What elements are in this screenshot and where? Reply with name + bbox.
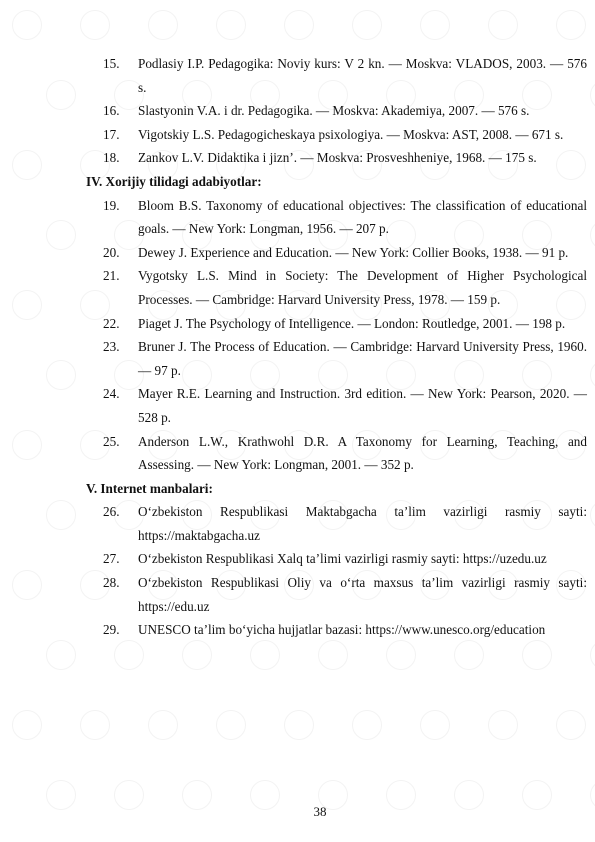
- reference-number: 29.: [103, 622, 120, 638]
- reference-number: 23.: [103, 339, 120, 355]
- reference-number: 19.: [103, 197, 120, 213]
- reference-text: Slastyonin V.A. i dr. Pedagogika. — Moskva: Akademiya, 2007. — 576 s.: [138, 103, 530, 119]
- reference-number: 16.: [103, 103, 120, 119]
- reference-text: Podlasiy I.P. Pedagogika: Noviy kurs: V 2 kn. — Moskva: VLADOS, 2003. — 576 s.: [138, 56, 587, 95]
- section-heading-internet-sources: V. Internet manbalari:: [86, 480, 213, 496]
- reference-text: O‘zbekiston Respublikasi Xalq ta’limi vazirligi rasmiy sayti: https://uzedu.uz: [138, 551, 547, 567]
- reference-item: [103, 430, 587, 477]
- reference-number: 28.: [103, 575, 120, 591]
- section-heading-foreign-literature: IV. Xorijiy tilidagi adabiyotlar:: [86, 173, 262, 189]
- reference-number: 15.: [103, 56, 120, 71]
- reference-text: Vigotskiy L.S. Pedagogicheskaya psixologiya. — Moskva: AST, 2008. — 671 s.: [138, 126, 564, 142]
- reference-item: [103, 194, 587, 241]
- reference-item: [103, 618, 587, 642]
- reference-item: [103, 99, 587, 123]
- reference-text: Dewey J. Experience and Education. — New York: Collier Books, 1938. — 91 p.: [138, 244, 569, 260]
- reference-number: 27.: [103, 551, 120, 567]
- reference-item: [103, 241, 587, 265]
- reference-item: [103, 500, 587, 547]
- reference-number: 20.: [103, 244, 120, 260]
- reference-item: [103, 312, 587, 336]
- reference-number: 26.: [103, 504, 120, 520]
- reference-item: [103, 382, 587, 429]
- reference-number: 25.: [103, 433, 120, 449]
- reference-number: 22.: [103, 315, 120, 331]
- reference-number: 24.: [103, 386, 120, 402]
- reference-text: Bloom B.S. Taxonomy of educational objectives: The classification of educational goals. — New York: Longman, 1956. — 207 p.: [138, 197, 587, 237]
- reference-item: [103, 571, 587, 618]
- reference-text: UNESCO ta’lim bo‘yicha hujjatlar bazasi: https://www.unesco.org/education: [138, 622, 546, 638]
- reference-item: [103, 335, 587, 382]
- reference-list: [86, 52, 587, 642]
- reference-item: [103, 123, 587, 147]
- reference-number: 17.: [103, 126, 120, 142]
- reference-number: 21.: [103, 268, 120, 284]
- reference-text: Piaget J. The Psychology of Intelligence. — London: Routledge, 2001. — 198 p.: [138, 315, 566, 331]
- reference-text: Zankov L.V. Didaktika i jizn’. — Moskva: Prosveshheniye, 1968. — 175 s.: [138, 150, 537, 166]
- reference-text: Vygotsky L.S. Mind in Society: The Development of Higher Psychological Processes. — Cambridge: Harvard University Press, 1978. — 159 p.: [138, 268, 587, 307]
- reference-text: Bruner J. The Process of Education. — Cambridge: Harvard University Press, 1960. — 97 p.: [138, 339, 587, 378]
- reference-item: [103, 264, 587, 311]
- reference-number: 18.: [103, 150, 120, 166]
- reference-text: Anderson L.W., Krathwohl D.R. A Taxonomy for Learning, Teaching, and Assessing. — New York: Longman, 2001. — 352 p.: [138, 433, 587, 473]
- reference-text: O‘zbekiston Respublikasi Oliy va o‘rta maxsus ta’lim vazirligi rasmiy sayti: https://edu.uz: [138, 575, 587, 614]
- reference-item: [103, 52, 587, 99]
- reference-item: [103, 146, 587, 170]
- reference-item: [103, 547, 587, 571]
- reference-text: O‘zbekiston Respublikasi Maktabgacha ta’lim vazirligi rasmiy sayti: https://maktabgacha.uz: [138, 504, 587, 543]
- page-number: 38: [313, 804, 327, 819]
- reference-text: Mayer R.E. Learning and Instruction. 3rd edition. — New York: Pearson, 2020. — 528 p.: [138, 386, 587, 425]
